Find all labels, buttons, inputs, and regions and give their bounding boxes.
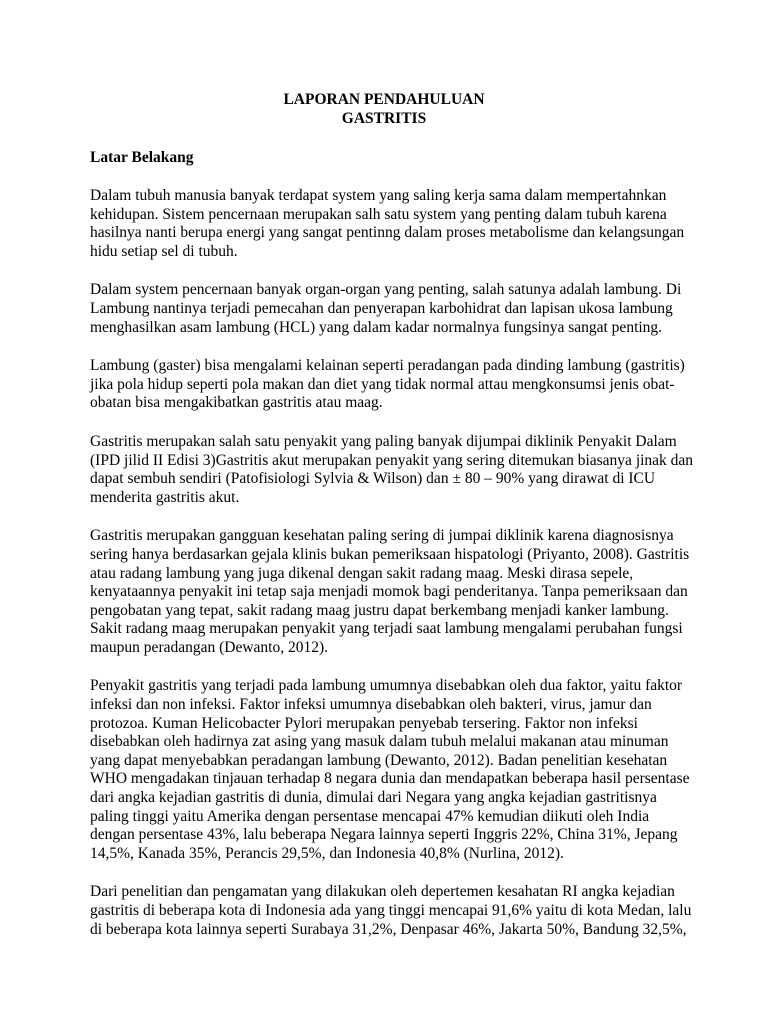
text-line: hidu setiap sel di tubuh.	[90, 242, 238, 260]
paragraph	[90, 883, 692, 939]
text-line: obatan bisa mengakibatkan gastritis atau maag.	[90, 394, 383, 412]
text-line: Dari penelitian dan pengamatan yang dilakukan oleh depertemen kesahatan RI angka kejadian	[90, 883, 675, 901]
text-line: gastritis di beberapa kota di Indonesia ada yang tinggi mencapai 91,6% yaitu di kota Medan, lalu	[90, 902, 692, 919]
text-line: Sakit radang maag merupakan penyakit yang terjadi saat lambung mengalami perubahan fungsi	[90, 620, 683, 638]
paragraph	[90, 677, 690, 863]
paragraph	[90, 281, 682, 337]
text-line: Lambung (gaster) bisa mengalami kelainan seperti peradangan pada dinding lambung (gastritis)	[90, 357, 685, 375]
paragraph	[90, 527, 690, 657]
text-line: jika pola hidup seperti pola makan dan diet yang tidak normal attau mengkonsumsi jenis obat-	[90, 375, 675, 393]
text-line: protozoa. Kuman Helicobacter Pylori merupakan penyebab tersering. Faktor non infeksi	[90, 714, 638, 732]
text-line: WHO mengadakan tinjauan terhadap 8 negara dunia dan mendapatkan beberapa hasil persentase	[90, 770, 690, 788]
document-body	[90, 187, 694, 939]
text-line: Penyakit gastritis yang terjadi pada lambung umumnya disebabkan oleh dua faktor, yaitu faktor	[90, 677, 683, 695]
text-line: paling tinggi yaitu Amerika dengan persentase mencapai 47% kemudian diikuti oleh India	[90, 807, 650, 825]
title-line: GASTRITIS	[341, 110, 427, 127]
text-line: menderita gastritis akut.	[90, 488, 240, 506]
text-line: di beberapa kota lainnya seperti Surabaya 31,2%, Denpasar 46%, Jakarta 50%, Bandung 32,5%,	[90, 920, 687, 938]
section-heading: Latar Belakang	[90, 149, 194, 166]
paragraph	[90, 432, 694, 507]
text-line: menghasilkan asam lambung (HCL) yang dalam kadar normalnya fungsinya sangat penting.	[90, 318, 663, 336]
paragraph	[90, 357, 685, 413]
text-line: yang dapat menyebabkan peradangan lambung (Dewanto, 2012). Badan penelitian kesehatan	[90, 751, 668, 769]
text-line: Gastritis merupakan gangguan kesehatan paling sering di jumpai diklinik karena diagnosisnya	[90, 527, 674, 545]
text-line: dapat sembuh sendiri (Patofisiologi Sylvia & Wilson) dan ± 80 – 90% yang dirawat di ICU	[90, 470, 656, 488]
text-line: maupun peradangan (Dewanto, 2012).	[90, 638, 329, 656]
text-line: infeksi dan non infeksi. Faktor infeksi umumnya disebabkan oleh bakteri, virus, jamur dan	[90, 696, 652, 714]
text-line: disebabkan oleh hadirnya zat asing yang masuk dalam tubuh melalui makanan atau minuman	[90, 733, 669, 751]
text-line: pengobatan yang tepat, sakit radang maag justru dapat berkembang menjadi kanker lambung.	[90, 601, 669, 619]
text-line: dengan persentase 43%, lalu beberapa Negara lainnya seperti Inggris 22%, China 31%, Jepang	[90, 826, 678, 844]
title-line: LAPORAN PENDAHULUAN	[283, 91, 485, 108]
document-title	[90, 90, 678, 128]
text-line: Gastritis merupakan salah satu penyakit yang paling banyak dijumpai diklinik Penyakit Dalam	[90, 432, 677, 450]
text-line: Lambung nantinya terjadi pemecahan dan penyerapan karbohidrat dan lapisan ukosa lambung	[90, 299, 673, 317]
text-line: (IPD jilid II Edisi 3)Gastritis akut merupakan penyakit yang sering ditemukan biasanya jinak dan	[90, 451, 694, 469]
text-line: Dalam system pencernaan banyak organ-organ yang penting, salah satunya adalah lambung. Di	[90, 281, 682, 299]
text-line: atau radang lambung yang juga dikenal dengan sakit radang maag. Meski dirasa sepele,	[90, 564, 634, 582]
text-line: dari angka kejadian gastritis di dunia, dimulai dari Negara yang angka kejadian gastritisnya	[90, 789, 657, 807]
text-line: kehidupan. Sistem pencernaan merupakan salh satu system yang penting dalam tubuh karena	[90, 205, 667, 223]
text-line: 14,5%, Kanada 35%, Perancis 29,5%, dan Indonesia 40,8% (Nurlina, 2012).	[90, 844, 564, 862]
paragraph	[90, 187, 685, 261]
text-line: Dalam tubuh manusia banyak terdapat system yang saling kerja sama dalam mempertahnkan	[90, 187, 667, 204]
text-line: kenyataannya penyakit ini tetap saja menjadi momok bagi penderitanya. Tanpa pemeriksaan dan	[90, 583, 688, 601]
text-line: hasilnya nanti berupa energi yang sangat pentinng dalam proses metabolisme dan kelangsungan	[90, 224, 685, 242]
text-line: sering hanya berdasarkan gejala klinis bukan pemeriksaan hispatologi (Priyanto, 2008). Gastritis	[90, 545, 690, 563]
